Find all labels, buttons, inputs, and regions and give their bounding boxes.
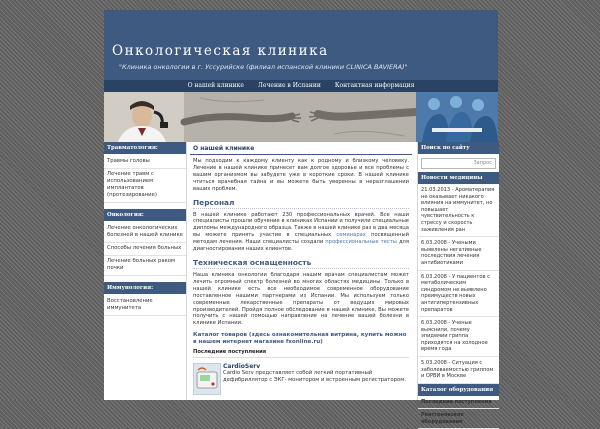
site-title[interactable]: Онкологическая клиника: [112, 43, 329, 59]
search-title: Поиск по сайту: [418, 142, 499, 154]
defibrillator-icon: [194, 364, 220, 394]
product-thumbnail[interactable]: [193, 363, 221, 395]
top-nav: [104, 80, 498, 92]
section-title-oncology: Онкология:: [104, 209, 186, 221]
heading-equipment: Техническая оснащенность: [193, 258, 409, 269]
news-item[interactable]: 21.03.2013 - Ароматерапия не оказывает никакого влияния на иммунитет, но повышает чувствительность к стрессу и скорость заживления ран: [418, 184, 499, 237]
personnel-paragraph: [193, 212, 409, 253]
news-list: [418, 184, 499, 384]
traumatology-list: [104, 154, 186, 209]
product-description: Cardio Serv представляет собой легкий портативный дефибриллятор с ЭКГ- монитором и встроенным регистратором.: [223, 370, 406, 384]
page: [104, 10, 498, 425]
right-sidebar: [417, 142, 499, 425]
equipment-paragraph: Наша клиника онкологии благодаря нашим врачам специалистам может лечить огромный спектр болезней во многих областях медицины. Только в нашей клинике есть все необходимое современное оборудование поставленное нашими партнерами из Испании. Мы используем только современные лекарственные препараты от ведущих мировых производителей. Пройдя полное обследование в нашей клинике, Вы можете получить с нашей помощью направление на лечение вашей болезни в клинике Испании.: [193, 271, 409, 327]
equipment-catalog-title: Каталог оборудования: [418, 384, 499, 396]
news-item[interactable]: 5.03.2008 - Ситуация с заболеваемостью гриппом и ОРВИ в Москве: [418, 357, 499, 384]
intro-paragraph: Мы подходим к каждому клиенту как к родному и близкому человеку. Лечение в нашей клинике принесет вам долгое здоровье и все проблемы с вашим организмом вы забудете уже в короткие сроки. В нашей клинике чтиться врачебная тайна и вы можете быть уверенны в неразглашении ваших проблем.: [193, 158, 409, 192]
search-box: [418, 154, 499, 172]
search-input[interactable]: Запрос: [421, 158, 496, 169]
news-title: Новости медицины: [418, 172, 499, 184]
header: [104, 10, 498, 80]
equipment-list: [418, 396, 499, 429]
tests-link[interactable]: профессиональные тесты: [325, 239, 397, 246]
main-content: [190, 142, 412, 400]
nav-item-contacts[interactable]: Контактная информация: [334, 82, 415, 89]
sidebar-item-head-injuries[interactable]: Травмы головы: [104, 156, 186, 169]
seminars-link[interactable]: семинарах: [336, 232, 366, 239]
sidebar-item-oncology-treatment[interactable]: Лечение онкологических болезней в нашей клинике: [104, 223, 186, 243]
section-title-immunology: Иммунология:: [104, 282, 186, 294]
nav-item-about[interactable]: О нашей клинике: [187, 82, 244, 89]
product-title[interactable]: CardioServ: [223, 363, 261, 371]
heading-personnel: Персонал: [193, 198, 409, 209]
immunology-list: [104, 294, 186, 322]
catalog-link[interactable]: Каталог товаров (здесь ознакомительная витрина, купить можно в нашем интернет магазине fxonline.ru): [193, 332, 407, 346]
equipment-item-xray[interactable]: Рентгеновское оборудование: [418, 409, 499, 429]
news-item[interactable]: 6.03.2008 - У пациентов с метаболическим синдромом не выявлено преимуществ новых антигипертензивных препаратов: [418, 271, 499, 318]
header-banner: [104, 92, 498, 142]
equipment-item-new[interactable]: Последние поступления: [418, 396, 499, 410]
section-title-traumatology: Травматология:: [104, 142, 186, 154]
product-card: [193, 361, 409, 395]
sidebar-item-treatment-methods[interactable]: Способы лечения больных: [104, 243, 186, 256]
sidebar-item-immunity-recovery[interactable]: Восстановление иммунитета: [104, 296, 186, 316]
news-item[interactable]: 6.03.2008 - Учеными выявлены негативные последствия лечения антибиотиками: [418, 237, 499, 270]
news-item[interactable]: 6.03.2008 - Ученые выяснили, почему эпидемии гриппа приходятся на холодное время года: [418, 317, 499, 357]
oncology-list: [104, 221, 186, 282]
personnel-text-b: посвященный методам лечения. Наши специалисты создали: [193, 232, 409, 246]
content-tab-title: О нашей клинике: [190, 142, 412, 155]
new-arrivals-heading: Последние поступления: [193, 349, 409, 358]
personnel-text-a: В нашей клинике работают 230 профессиональных врачей. Все наши специалисты прошли обучение в клиниках Испании и получили специальные дипломы международного образца. Также в нашей клинике раз в два месяца вы можете принять участие в специальных: [193, 211, 409, 239]
banner-image: [104, 92, 498, 142]
sidebar-item-implants[interactable]: Лечение травм с использованием имплантатов (протезирование): [104, 169, 186, 203]
nav-item-treatment-spain[interactable]: Лечение в Испании: [257, 82, 321, 89]
sidebar-item-kidney-cancer[interactable]: Лечение больных раком почки: [104, 256, 186, 276]
site-subtitle: "Клиника онкологии в г. Уссурийске (филиал испанской клиники CLINICA BAVIERA)": [119, 63, 408, 71]
personnel-text-c: для диагностирования наших клиентов.: [193, 239, 409, 253]
left-sidebar: [104, 142, 187, 400]
